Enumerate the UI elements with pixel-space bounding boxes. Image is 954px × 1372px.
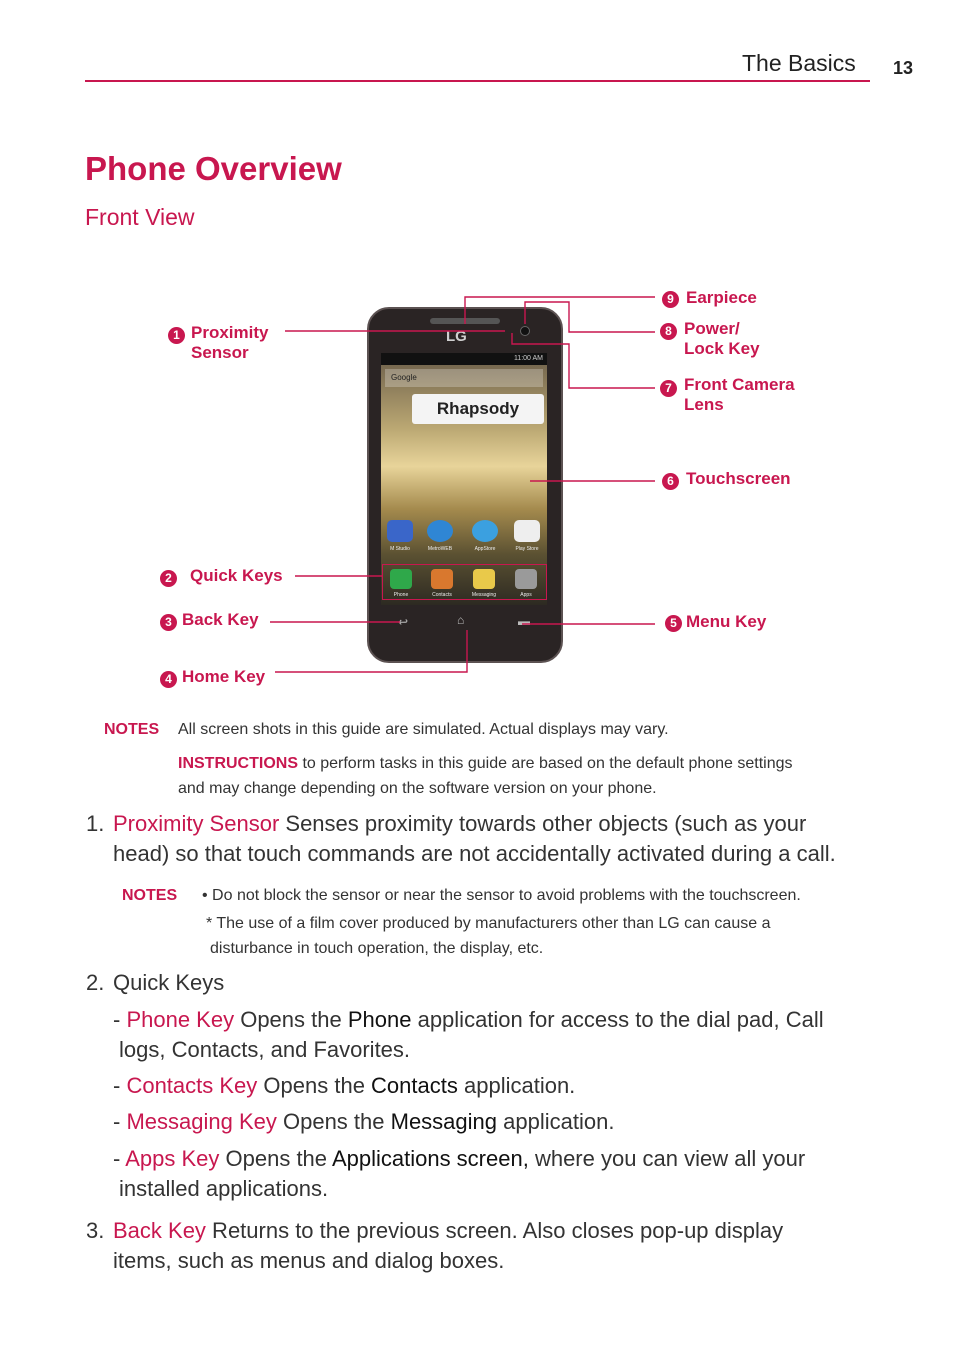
sub-item-text: Opens the bbox=[276, 1109, 391, 1134]
item-term: Back Key bbox=[113, 1218, 206, 1243]
app-label: MetroWEB bbox=[427, 546, 453, 552]
item-text: Returns to the previous screen. Also closes pop-up display bbox=[205, 1218, 784, 1243]
callout-label: Front Camera Lens bbox=[684, 375, 795, 414]
item-text: items, such as menus and dialog boxes. bbox=[113, 1248, 505, 1273]
rhapsody-banner: Rhapsody bbox=[412, 394, 544, 424]
status-bar: 11:00 AM bbox=[381, 353, 547, 365]
item-text: head) so that touch commands are not accidentally activated during a call. bbox=[113, 841, 836, 866]
page-title: Phone Overview bbox=[85, 150, 342, 187]
sub-item-text: Opens the bbox=[219, 1146, 332, 1171]
brand-logo: LG bbox=[446, 328, 467, 345]
notes-footnote bbox=[206, 911, 886, 961]
sub-item-app: Applications screen, bbox=[331, 1146, 529, 1171]
notes-label: NOTES bbox=[104, 721, 160, 738]
app-label: M Studio bbox=[390, 546, 410, 552]
menu-key-icon: ▬ bbox=[518, 614, 530, 628]
sub-item-text: installed applications. bbox=[119, 1176, 329, 1201]
sub-item-app: Phone bbox=[347, 1007, 412, 1032]
notes-text: All screen shots in this guide are simulated. Actual displays may vary. bbox=[178, 721, 669, 738]
list-number: 1. bbox=[86, 811, 105, 836]
callout-front-camera bbox=[684, 375, 795, 415]
sub-item-app: Messaging bbox=[390, 1109, 498, 1134]
sub-item-key: Messaging Key bbox=[126, 1109, 277, 1134]
callout-number-5: 5 bbox=[665, 615, 682, 632]
callout-proximity-sensor bbox=[191, 323, 268, 363]
dash: - bbox=[113, 1146, 126, 1171]
callout-number-9: 9 bbox=[662, 291, 679, 308]
list-item-quick-keys: Quick Keys bbox=[113, 970, 225, 995]
callout-quick-keys: Quick Keys bbox=[190, 566, 283, 585]
dash: - bbox=[113, 1109, 127, 1134]
dash: - bbox=[113, 1007, 127, 1032]
sub-item-app: Contacts bbox=[371, 1073, 458, 1098]
sub-item-text: application for access to the dial pad, Call bbox=[411, 1007, 824, 1032]
sub-item-key: Phone Key bbox=[126, 1007, 235, 1032]
callout-number-4: 4 bbox=[160, 671, 177, 688]
callout-earpiece: Earpiece bbox=[686, 288, 757, 307]
dock-label: Phone bbox=[393, 592, 409, 598]
sub-item-apps-key bbox=[113, 1144, 883, 1204]
callout-label: Proximity Sensor bbox=[191, 323, 269, 362]
callout-number-2: 2 bbox=[160, 570, 177, 587]
notes-label: NOTES bbox=[122, 887, 178, 904]
callout-menu-key: Menu Key bbox=[686, 612, 767, 631]
home-key-icon: ⌂ bbox=[457, 613, 465, 627]
callout-number-7: 7 bbox=[660, 380, 677, 397]
notes-text: * The use of a film cover produced by manufacturers other than LG can cause a bbox=[206, 915, 771, 932]
notes-text: disturbance in touch operation, the display, etc. bbox=[210, 940, 544, 957]
sub-item-text: Opens the bbox=[257, 1073, 372, 1098]
dock-label: Contacts bbox=[432, 592, 452, 598]
dock-label: Messaging bbox=[471, 592, 497, 598]
sub-item-key: Contacts Key bbox=[126, 1073, 258, 1098]
instructions-note bbox=[178, 751, 878, 801]
callout-home-key: Home Key bbox=[182, 667, 266, 686]
callout-back-key: Back Key bbox=[182, 610, 259, 629]
instructions-label: INSTRUCTIONS bbox=[178, 755, 298, 772]
list-number: 3. bbox=[86, 1218, 105, 1243]
callout-number-6: 6 bbox=[662, 473, 679, 490]
app-label: Play Store bbox=[515, 546, 539, 552]
callout-number-1: 1 bbox=[168, 327, 185, 344]
sub-item-text: logs, Contacts, and Favorites. bbox=[119, 1037, 411, 1062]
dock-label: Apps bbox=[520, 592, 532, 598]
dash: - bbox=[113, 1073, 127, 1098]
sub-item-text: application. bbox=[457, 1073, 576, 1098]
callout-power-lock-key bbox=[684, 319, 760, 359]
sub-item-text: Opens the bbox=[234, 1007, 348, 1032]
item-term: Proximity Sensor bbox=[113, 811, 280, 836]
sub-item-messaging-key bbox=[113, 1107, 883, 1137]
section-title: Front View bbox=[85, 204, 195, 230]
instructions-text: and may change depending on the software version on your phone. bbox=[178, 780, 657, 797]
callout-number-3: 3 bbox=[160, 614, 177, 631]
search-widget: Google bbox=[385, 369, 543, 387]
sub-item-phone-key bbox=[113, 1005, 883, 1065]
page-number: 13 bbox=[893, 58, 914, 78]
callout-touchscreen: Touchscreen bbox=[686, 469, 791, 488]
list-number: 2. bbox=[86, 970, 105, 995]
sub-item-text: application. bbox=[497, 1109, 615, 1134]
callout-label: Power/ Lock Key bbox=[684, 319, 760, 358]
notes-bullet: • Do not block the sensor or near the sensor to avoid problems with the touchscreen. bbox=[202, 887, 801, 904]
back-key-icon: ↩ bbox=[398, 615, 409, 629]
app-label: AppStore bbox=[474, 546, 496, 552]
sub-item-text: where you can view all your bbox=[528, 1146, 806, 1171]
list-item-proximity-sensor bbox=[113, 809, 883, 869]
sub-item-key: Apps Key bbox=[125, 1146, 220, 1171]
callout-number-8: 8 bbox=[660, 323, 677, 340]
item-text: Senses proximity towards other objects (such as your bbox=[279, 811, 807, 836]
list-item-back-key bbox=[113, 1216, 883, 1276]
sub-item-contacts-key bbox=[113, 1071, 883, 1101]
section-header: The Basics bbox=[742, 50, 856, 76]
instructions-text: to perform tasks in this guide are based on the default phone settings bbox=[298, 755, 793, 772]
